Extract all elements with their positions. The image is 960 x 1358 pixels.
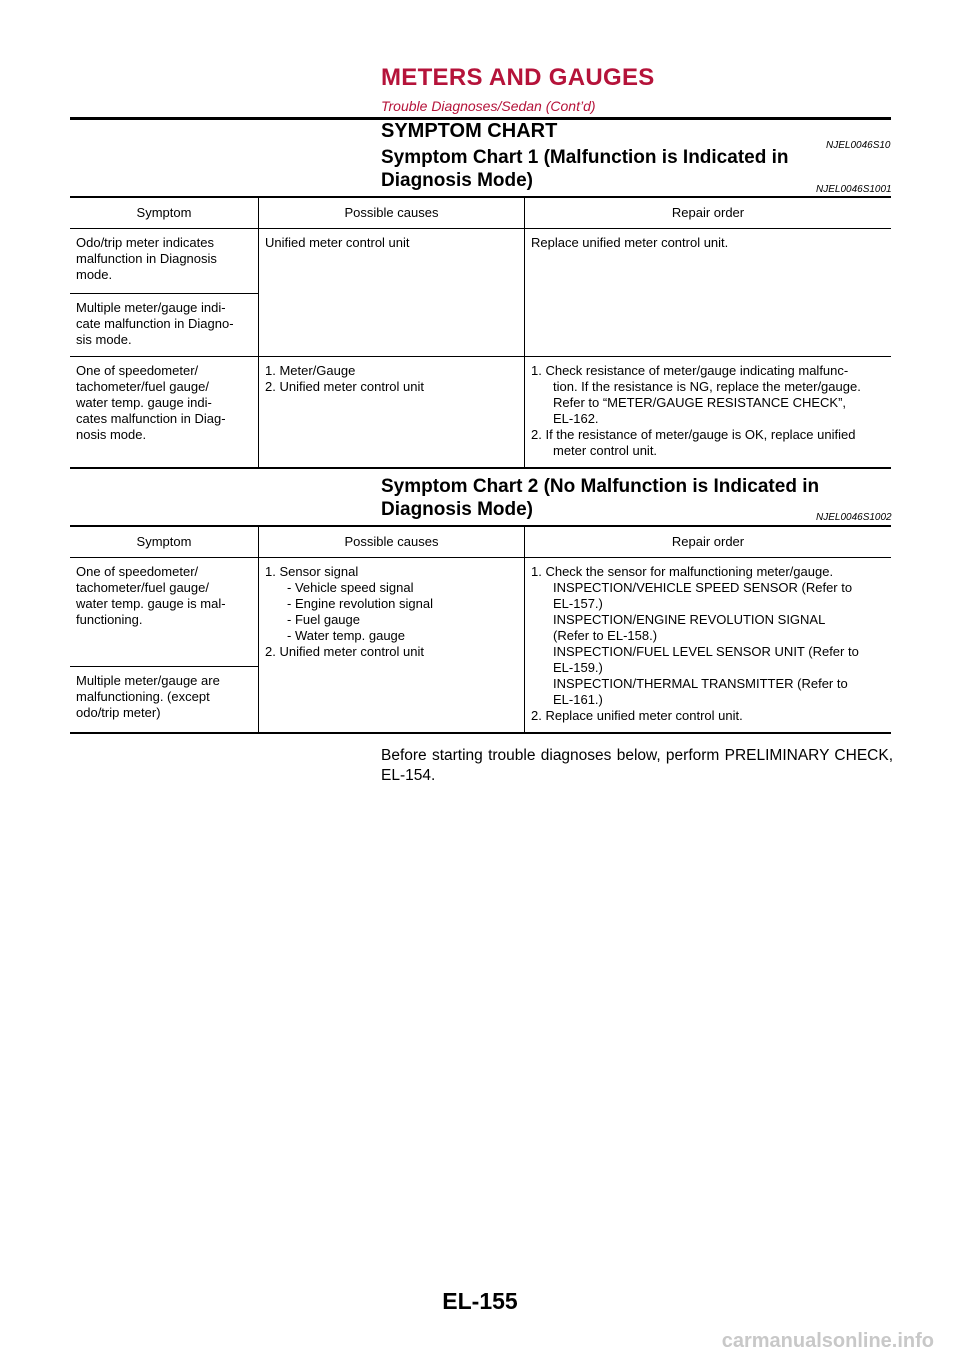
symptom-cell: Odo/trip meter indicates malfunction in Diagnosis mode. — [70, 229, 259, 294]
symptom-cell: One of speedometer/ tachometer/fuel gauge/ water temp. gauge is mal- functioning. — [70, 558, 259, 667]
symptom-cell: Multiple meter/gauge are malfunctioning. (except odo/trip meter) — [70, 667, 259, 734]
symptom-chart-1 — [70, 196, 891, 469]
symptom-chart-2 — [70, 525, 891, 734]
chart2-title — [381, 475, 841, 521]
header-subtitle: Trouble Diagnoses/Sedan (Cont’d) — [381, 98, 596, 114]
chart1-title — [381, 146, 841, 192]
chart1-code: NJEL0046S1001 — [816, 184, 892, 195]
header-title: METERS AND GAUGES — [381, 64, 655, 91]
symptom-cell: One of speedometer/ tachometer/fuel gauge/ water temp. gauge indi- cates malfunction in Diag- nosis mode. — [70, 357, 259, 469]
chart2-code: NJEL0046S1002 — [816, 512, 892, 523]
section-title: SYMPTOM CHART — [381, 120, 558, 142]
preliminary-note: Before starting trouble diagnoses below, perform PRELIMINARY CHECK, EL-154. — [381, 747, 893, 784]
table-row — [70, 229, 891, 294]
col-repair-header: Repair order — [525, 526, 892, 558]
page-number: EL-155 — [442, 1288, 518, 1314]
col-symptom-header: Symptom — [70, 197, 259, 229]
repair-cell: 1. Check resistance of meter/gauge indicating malfunc- tion. If the resistance is NG, replace the meter/gauge. Refer to “METER/GAUGE RESISTANCE CHECK”, EL-162. 2. If the resistance of meter/gauge is OK, replace unified meter control unit. — [525, 357, 892, 469]
table-row — [70, 357, 891, 469]
section-code: NJEL0046S10 — [826, 140, 891, 151]
chart1-title-line2: Diagnosis Mode) — [381, 170, 534, 191]
table-row — [70, 558, 891, 667]
col-symptom-header: Symptom — [70, 526, 259, 558]
repair-cell: 1. Check the sensor for malfunctioning meter/gauge. INSPECTION/VEHICLE SPEED SENSOR (Refer to EL-157.) INSPECTION/ENGINE REVOLUTION SIGNAL (Refer to EL-158.) INSPECTION/FUEL LEVEL SENSOR UNIT (Refer to EL-159.) INSPECTION/THERMAL TRANSMITTER (Refer to EL-161.) 2. Replace unified meter control unit. — [525, 558, 892, 734]
chart2-title-line2: Diagnosis Mode) — [381, 499, 534, 520]
col-causes-header: Possible causes — [259, 526, 525, 558]
causes-cell: 1. Meter/Gauge 2. Unified meter control unit — [259, 357, 525, 469]
footer-watermark: carmanualsonline.info — [721, 1330, 934, 1352]
col-causes-header: Possible causes — [259, 197, 525, 229]
symptom-cell: Multiple meter/gauge indi- cate malfunction in Diagno- sis mode. — [70, 294, 259, 357]
repair-cell: Replace unified meter control unit. — [525, 229, 892, 357]
causes-cell: 1. Sensor signal - Vehicle speed signal - Engine revolution signal - Fuel gauge - Water temp. gauge 2. Unified meter control unit — [259, 558, 525, 734]
col-repair-header: Repair order — [525, 197, 892, 229]
causes-cell: Unified meter control unit — [259, 229, 525, 357]
chart1-title-line1: Symptom Chart 1 (Malfunction is Indicated in — [381, 147, 789, 168]
chart2-title-line1: Symptom Chart 2 (No Malfunction is Indicated in — [381, 476, 820, 497]
